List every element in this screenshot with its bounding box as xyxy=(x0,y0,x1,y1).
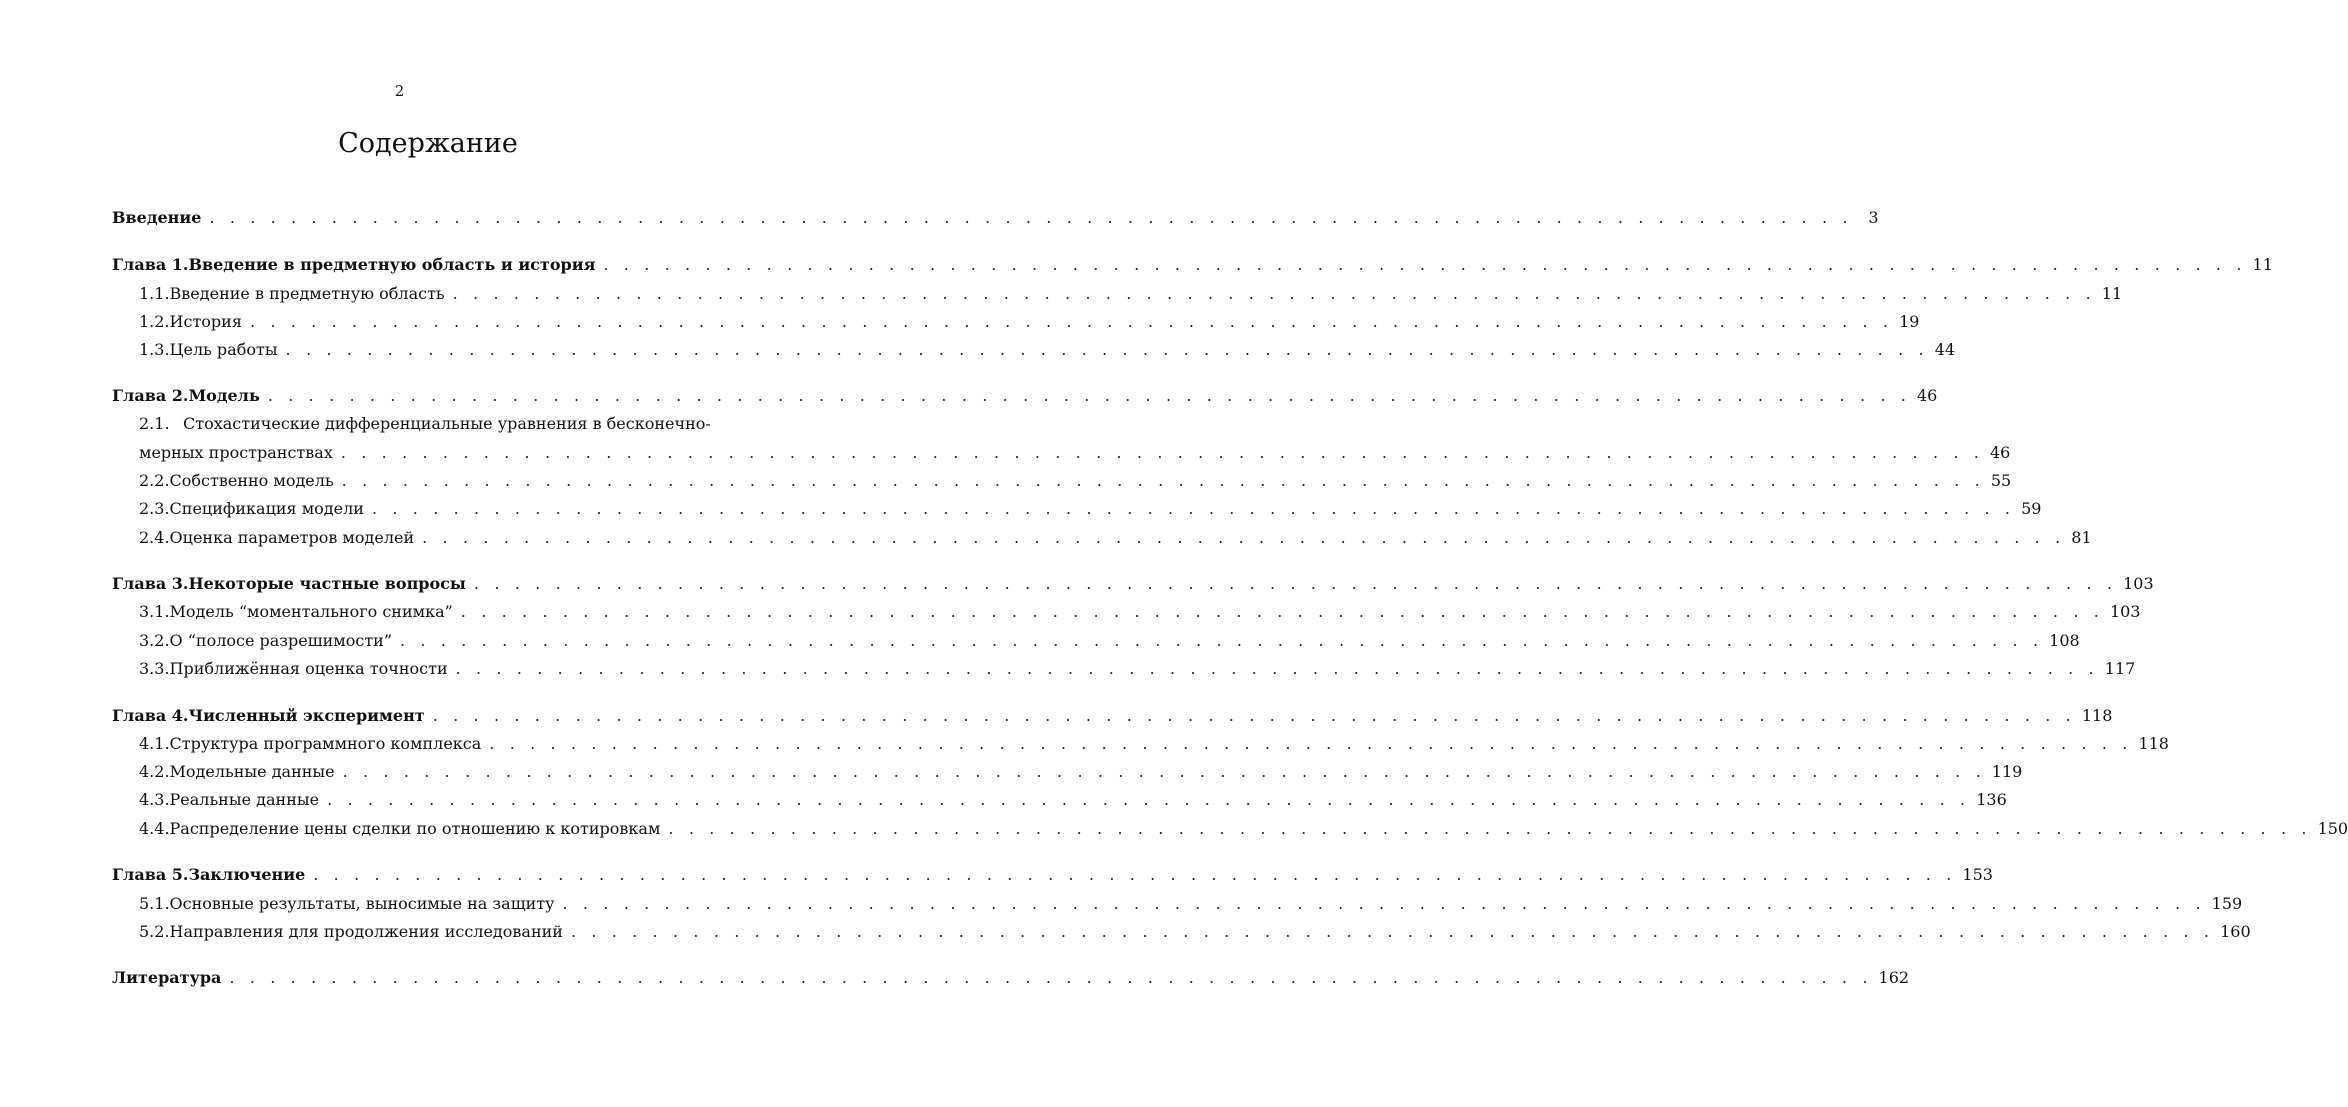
leader-dots xyxy=(433,705,2076,727)
leader-dots xyxy=(422,527,2065,549)
leader-dots xyxy=(313,864,1956,886)
page-number: 2 xyxy=(394,82,405,100)
leader-dots xyxy=(229,967,1872,989)
leader-dots xyxy=(563,893,2206,915)
section-page: 44 xyxy=(1934,340,1956,359)
toc-section-2-2[interactable] xyxy=(139,470,2012,492)
leader-dots xyxy=(343,761,1986,783)
leader-dots xyxy=(250,311,1893,333)
section-number: 4.4. xyxy=(139,819,170,838)
section-number: 2.1. xyxy=(139,414,170,433)
leader-dots xyxy=(571,921,2214,943)
section-number: 3.1. xyxy=(139,602,170,621)
chapter-title: Численный эксперимент xyxy=(188,706,425,725)
section-title: Модель “моментального снимка” xyxy=(169,602,453,621)
toc-section-3-3[interactable] xyxy=(139,658,2136,680)
section-number: 1.3. xyxy=(139,340,170,359)
section-title: Направления для продолжения исследований xyxy=(169,922,563,941)
toc-section-1-1[interactable] xyxy=(139,283,2123,305)
toc-entry-title: Введение xyxy=(112,208,202,227)
toc-section-5-2[interactable] xyxy=(139,921,2251,943)
toc-section-3-1[interactable] xyxy=(139,601,2141,623)
leader-dots xyxy=(461,601,2104,623)
section-page: 103 xyxy=(2109,602,2141,621)
section-number: 4.2. xyxy=(139,762,170,781)
leader-dots xyxy=(327,789,1970,811)
section-number: 5.2. xyxy=(139,922,170,941)
section-page: 119 xyxy=(1991,762,2023,781)
section-number: 4.3. xyxy=(139,790,170,809)
toc-section-2-4[interactable] xyxy=(139,527,2092,549)
leader-dots xyxy=(603,254,2246,276)
section-page: 160 xyxy=(2220,922,2251,941)
chapter-page: 11 xyxy=(2252,255,2273,274)
section-number: 2.4. xyxy=(139,528,170,547)
section-page: 59 xyxy=(2021,499,2042,518)
section-title: История xyxy=(169,312,242,331)
leader-dots xyxy=(456,658,2099,680)
toc-section-2-3[interactable] xyxy=(139,498,2042,520)
leader-dots xyxy=(268,385,1911,407)
toc-section-4-4[interactable] xyxy=(139,818,2348,840)
leader-dots xyxy=(372,498,2015,520)
leader-dots xyxy=(474,573,2117,595)
chapter-number: Глава 3. xyxy=(112,574,189,593)
toc-section-1-3[interactable] xyxy=(139,339,1956,361)
toc-chapter-4[interactable] xyxy=(112,705,2113,727)
section-number: 2.3. xyxy=(139,499,170,518)
section-title: Оценка параметров моделей xyxy=(169,528,415,547)
toc-entry-page: 162 xyxy=(1878,968,1910,987)
chapter-number: Глава 5. xyxy=(112,865,189,884)
toc-title: Содержание xyxy=(338,128,518,159)
chapter-number: Глава 4. xyxy=(112,706,189,725)
chapter-page: 46 xyxy=(1916,386,1938,405)
leader-dots xyxy=(400,630,2043,652)
toc-entry-introduction[interactable] xyxy=(112,207,1879,229)
section-page: 11 xyxy=(2101,284,2123,303)
toc-entry-references[interactable] xyxy=(112,967,1910,989)
toc-section-4-3[interactable] xyxy=(139,789,2007,811)
section-title: Реальные данные xyxy=(169,790,320,809)
chapter-title: Модель xyxy=(188,386,260,405)
toc-entry-title: Литература xyxy=(112,968,222,987)
section-title: Спецификация модели xyxy=(169,499,364,518)
section-title: Распределение цены сделки по отношению к котировкам xyxy=(169,819,661,838)
section-page: 136 xyxy=(1976,790,2007,809)
section-title: Приближённая оценка точности xyxy=(169,659,448,678)
leader-dots xyxy=(453,283,2096,305)
section-page: 19 xyxy=(1899,312,1920,331)
section-number: 1.1. xyxy=(139,284,170,303)
toc-section-4-1[interactable] xyxy=(139,733,2169,755)
leader-dots xyxy=(209,207,1852,229)
section-title: О “полосе разрешимости” xyxy=(169,631,393,650)
leader-dots xyxy=(489,733,2132,755)
toc-chapter-5[interactable] xyxy=(112,864,1993,886)
section-page: 46 xyxy=(1990,443,2011,462)
leader-dots xyxy=(668,818,2311,840)
section-title: Собственно модель xyxy=(169,471,334,490)
toc-chapter-1[interactable] xyxy=(112,254,2273,276)
toc-section-4-2[interactable] xyxy=(139,761,2023,783)
section-number: 1.2. xyxy=(139,312,170,331)
section-title: Цель работы xyxy=(169,340,278,359)
section-page: 81 xyxy=(2071,528,2092,547)
chapter-page: 153 xyxy=(1962,865,1993,884)
section-number: 4.1. xyxy=(139,734,170,753)
section-title-line-1: Стохастические дифференциальные уравнения в бесконечно- xyxy=(183,414,711,433)
section-title: Структура программного комплекса xyxy=(169,734,482,753)
toc-section-2-1[interactable] xyxy=(139,413,748,435)
chapter-page: 118 xyxy=(2081,706,2113,725)
section-title-line-2: мерных пространствах xyxy=(139,443,333,462)
section-page: 118 xyxy=(2138,734,2169,753)
section-page: 55 xyxy=(1990,471,2012,490)
chapter-title: Введение в предметную область и история xyxy=(188,255,596,274)
section-page: 159 xyxy=(2211,894,2243,913)
toc-chapter-3[interactable] xyxy=(112,573,2154,595)
leader-dots xyxy=(342,470,1985,492)
section-number: 2.2. xyxy=(139,471,170,490)
chapter-page: 103 xyxy=(2123,574,2154,593)
section-title: Основные результаты, выносимые на защиту xyxy=(169,894,555,913)
chapter-title: Некоторые частные вопросы xyxy=(188,574,466,593)
toc-section-1-2[interactable] xyxy=(139,311,1920,333)
section-title: Модельные данные xyxy=(169,762,335,781)
section-number: 5.1. xyxy=(139,894,170,913)
section-page: 150 xyxy=(2317,819,2348,838)
chapter-title: Заключение xyxy=(188,865,306,884)
toc-entry-page: 3 xyxy=(1868,208,1879,227)
leader-dots xyxy=(286,339,1929,361)
chapter-number: Глава 2. xyxy=(112,386,189,405)
leader-dots xyxy=(341,442,1984,464)
section-number: 3.3. xyxy=(139,659,170,678)
section-page: 117 xyxy=(2104,659,2136,678)
section-title: Введение в предметную область xyxy=(169,284,445,303)
section-number: 3.2. xyxy=(139,631,170,650)
toc-section-5-1[interactable] xyxy=(139,893,2243,915)
toc-section-2-1-continued[interactable] xyxy=(139,442,2011,464)
toc-section-3-2[interactable] xyxy=(139,630,2080,652)
toc-chapter-2[interactable] xyxy=(112,385,1938,407)
section-page: 108 xyxy=(2049,631,2080,650)
chapter-number: Глава 1. xyxy=(112,255,189,274)
